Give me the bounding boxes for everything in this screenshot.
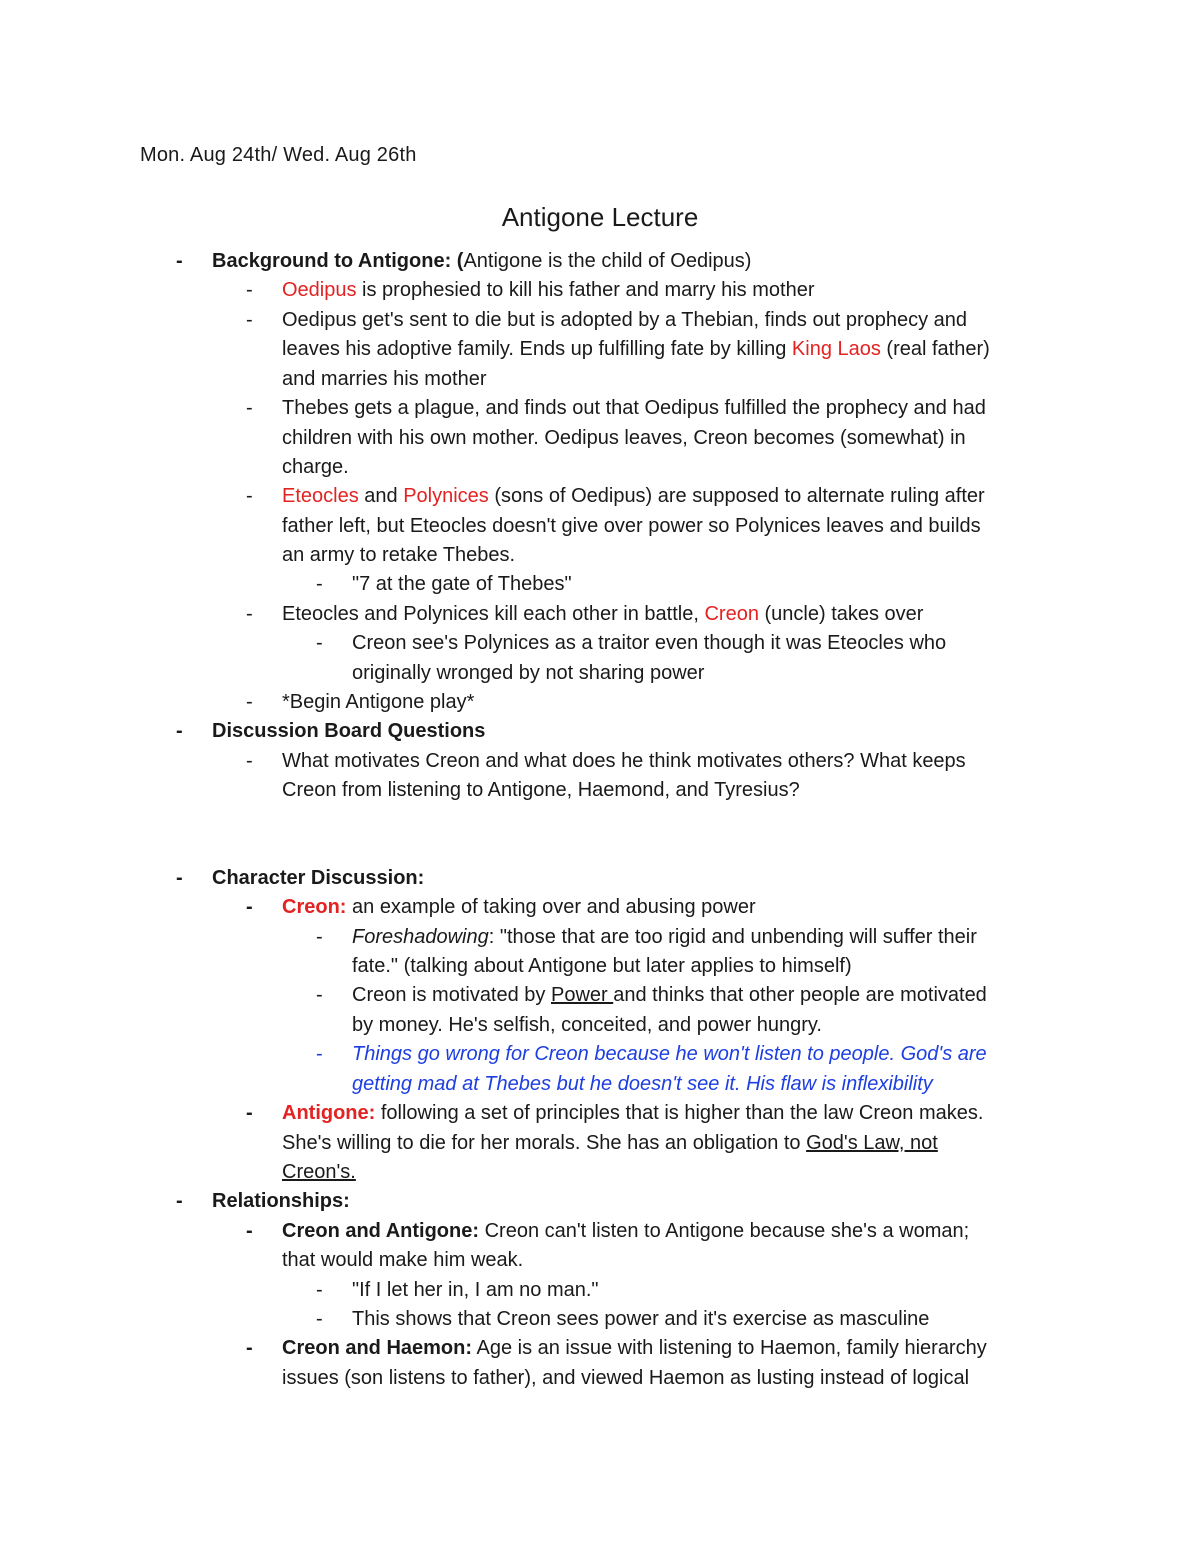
list-item: Thebes gets a plague, and finds out that Oedipus fulfilled the prophecy and had bbox=[282, 397, 986, 419]
sub-list-item-continuation: originally wronged by not sharing power bbox=[352, 662, 705, 684]
list-item-continuation: charge. bbox=[282, 456, 349, 478]
list-item-continuation: children with his own mother. Oedipus leaves, Creon becomes (somewhat) in bbox=[282, 427, 966, 449]
sub-list-item-continuation: getting mad at Thebes but he doesn't see it. His flaw is inflexibility bbox=[352, 1073, 933, 1095]
character-heading: Character Discussion: bbox=[212, 867, 425, 889]
list-item: Creon and Haemon: Age is an issue with listening to Haemon, family hierarchy bbox=[282, 1337, 987, 1359]
list-item-continuation: an army to retake Thebes. bbox=[282, 544, 516, 566]
name-king-laos: King Laos bbox=[791, 338, 881, 360]
bullet: - bbox=[246, 750, 253, 772]
bullet: - bbox=[316, 1043, 323, 1065]
name-antigone: Antigone: bbox=[282, 1102, 376, 1124]
sub-list-item: This shows that Creon sees power and it's exercise as masculine bbox=[352, 1308, 930, 1330]
bullet: - bbox=[316, 984, 323, 1006]
bullet: - bbox=[316, 1279, 323, 1301]
sub-list-item: Creon is motivated by Power and thinks that other people are motivated bbox=[352, 984, 987, 1006]
list-item: Eteocles and Polynices (sons of Oedipus) are supposed to alternate ruling after bbox=[282, 485, 985, 507]
list-item-continuation: issues (son listens to father), and viewed Haemon as lusting instead of logical bbox=[282, 1367, 970, 1389]
list-item: Oedipus get's sent to die but is adopted by a Thebian, finds out prophecy and bbox=[282, 309, 968, 331]
list-item-continuation: and marries his mother bbox=[282, 368, 487, 390]
name-eteocles: Eteocles bbox=[282, 485, 359, 507]
list-item-continuation: Creon from listening to Antigone, Haemond, and Tyresius? bbox=[282, 779, 800, 801]
bullet: - bbox=[176, 250, 183, 272]
list-item-continuation: Creon's. bbox=[282, 1161, 356, 1183]
list-item: Oedipus is prophesied to kill his father and marry his mother bbox=[282, 279, 815, 301]
list-item-continuation: leaves his adoptive family. Ends up fulfilling fate by killing King Laos (real father) bbox=[282, 338, 990, 360]
list-item: *Begin Antigone play* bbox=[282, 691, 475, 713]
bullet: - bbox=[246, 485, 253, 507]
list-item: Creon and Antigone: Creon can't listen to Antigone because she's a woman; bbox=[282, 1220, 970, 1242]
relationships-heading: Relationships: bbox=[212, 1190, 350, 1212]
bullet: - bbox=[246, 309, 253, 331]
bullet: - bbox=[246, 397, 253, 419]
list-item: Antigone: following a set of principles that is higher than the law Creon makes. bbox=[282, 1102, 984, 1124]
name-polynices: Polynices bbox=[403, 485, 489, 507]
bullet: - bbox=[176, 867, 183, 889]
background-heading: Background to Antigone: (Antigone is the child of Oedipus) bbox=[212, 250, 752, 272]
list-item-continuation: father left, but Eteocles doesn't give over power so Polynices leaves and builds bbox=[282, 515, 981, 537]
lecture-date: Mon. Aug 24th/ Wed. Aug 26th bbox=[140, 144, 417, 166]
sub-list-item: Foreshadowing: "those that are too rigid and unbending will suffer their bbox=[352, 926, 977, 948]
name-creon: Creon: bbox=[282, 896, 347, 918]
bullet: - bbox=[316, 573, 323, 595]
name-oedipus: Oedipus bbox=[282, 279, 357, 301]
list-item: What motivates Creon and what does he think motivates others? What keeps bbox=[282, 750, 966, 772]
name-creon: Creon bbox=[704, 603, 759, 625]
bullet: - bbox=[246, 279, 253, 301]
bullet: - bbox=[176, 1190, 183, 1212]
bullet: - bbox=[176, 720, 183, 742]
discussion-heading: Discussion Board Questions bbox=[212, 720, 486, 742]
bullet: - bbox=[246, 1337, 253, 1359]
bullet: - bbox=[316, 1308, 323, 1330]
sub-list-item: Things go wrong for Creon because he won't listen to people. God's are bbox=[352, 1043, 987, 1065]
bullet: - bbox=[246, 691, 253, 713]
sub-list-item-continuation: by money. He's selfish, conceited, and power hungry. bbox=[352, 1014, 822, 1036]
sub-list-item: "7 at the gate of Thebes" bbox=[352, 573, 572, 595]
bullet: - bbox=[246, 896, 253, 918]
sub-list-item-continuation: fate." (talking about Antigone but later applies to himself) bbox=[352, 955, 852, 977]
list-item: Creon: an example of taking over and abusing power bbox=[282, 896, 756, 918]
bullet: - bbox=[316, 632, 323, 654]
list-item: Eteocles and Polynices kill each other in battle, Creon (uncle) takes over bbox=[282, 603, 924, 625]
sub-list-item: "If I let her in, I am no man." bbox=[352, 1279, 599, 1301]
bullet: - bbox=[246, 1220, 253, 1242]
bullet: - bbox=[246, 603, 253, 625]
list-item-continuation: She's willing to die for her morals. She has an obligation to God's Law, not bbox=[282, 1132, 938, 1154]
sub-list-item: Creon see's Polynices as a traitor even though it was Eteocles who bbox=[352, 632, 947, 654]
bullet: - bbox=[246, 1102, 253, 1124]
bullet: - bbox=[316, 926, 323, 948]
list-item-continuation: that would make him weak. bbox=[282, 1249, 524, 1271]
page-title: Antigone Lecture bbox=[501, 202, 699, 232]
